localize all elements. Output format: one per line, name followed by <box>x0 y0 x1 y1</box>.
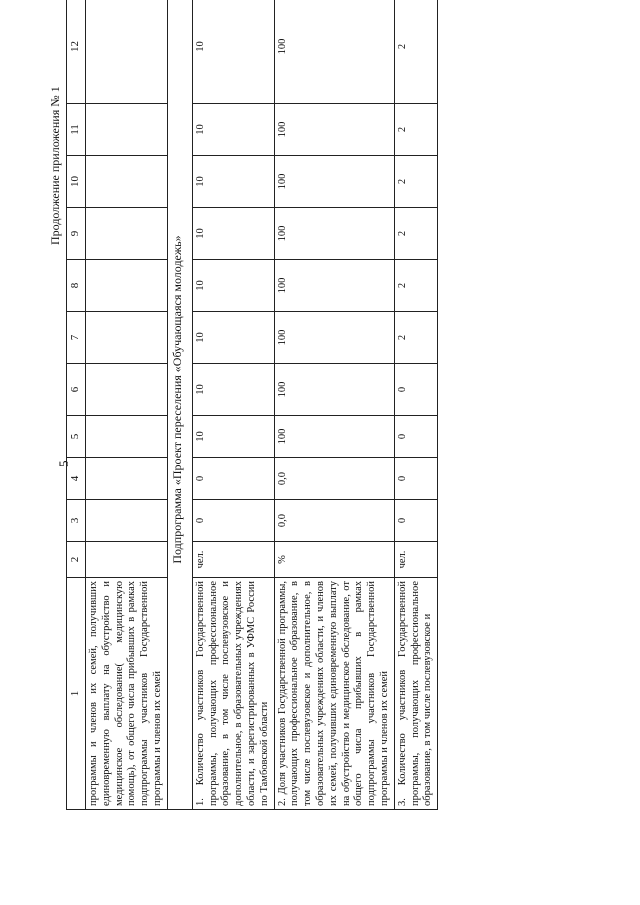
header-cell: 12 <box>67 0 86 104</box>
header-cell: 1 <box>67 578 86 810</box>
value-cell: 2 <box>394 156 437 208</box>
header-cell: 5 <box>67 416 86 458</box>
subprogram-title: Подпрограмма «Проект переселения «Обучающаяся молодежь» <box>167 0 192 810</box>
header-cell: 10 <box>67 156 86 208</box>
value-cell: 10 <box>192 312 274 364</box>
value-cell: 10 <box>192 364 274 416</box>
value-cell: 100 <box>274 364 394 416</box>
value-cell: 100 <box>274 0 394 104</box>
value-cell <box>86 156 168 208</box>
value-cell: 2 <box>394 0 437 104</box>
value-cell <box>86 500 168 542</box>
indicators-table <box>66 0 438 810</box>
value-cell: 0 <box>192 458 274 500</box>
value-cell: 10 <box>192 416 274 458</box>
indicator-description: 1. Количество участников Государственной программы, получающих профессиональное образование, в том числе послевузовское и дополнительное, в образовательных учреждениях области, и зарегистрированных в УФМС России по Тамбовской области <box>192 578 274 810</box>
value-cell: 2 <box>394 260 437 312</box>
header-cell: 8 <box>67 260 86 312</box>
value-cell: 0 <box>394 500 437 542</box>
value-cell <box>86 104 168 156</box>
value-cell: 2 <box>394 104 437 156</box>
value-cell: 100 <box>274 260 394 312</box>
value-cell: 100 <box>274 156 394 208</box>
value-cell <box>86 260 168 312</box>
value-cell: 0 <box>192 500 274 542</box>
subprogram-row <box>167 0 192 810</box>
indicator-description: 3. Количество участников Государственной программы, получающих профессиональное образование, в том числе послевузовское и <box>394 578 437 810</box>
indicator-description: 2. Доля участников Государственной программы, получающих профессиональное образование, в том числе послевузовское и дополнительное, в образовательных учреждениях области, и членов их семей, получивших единовременную выплату на обустройство и медицинское обследование, от общего числа прибывших в рамках подпрограммы участников Государственной программы и членов их семей <box>274 578 394 810</box>
value-cell: 10 <box>192 208 274 260</box>
value-cell: 100 <box>274 416 394 458</box>
header-cell: 11 <box>67 104 86 156</box>
table-row <box>394 0 437 810</box>
unit-cell <box>86 542 168 578</box>
header-cell: 2 <box>67 542 86 578</box>
appendix-continuation-note: Продолжение приложения № 1 <box>48 86 62 245</box>
table-row <box>86 0 168 810</box>
header-cell: 3 <box>67 500 86 542</box>
indicator-description: программы и членов их семей, получивших единовременную выплату на обустройство и медицинское обследование( медицинскую помощь), от общего числа прибывших в рамках подпрограммы участников Государственной программы и членов их семей <box>86 578 168 810</box>
value-cell: 2 <box>394 312 437 364</box>
value-cell: 0 <box>394 416 437 458</box>
value-cell: 0,0 <box>274 500 394 542</box>
header-cell: 6 <box>67 364 86 416</box>
value-cell: 0,0 <box>274 458 394 500</box>
value-cell <box>86 312 168 364</box>
value-cell: 10 <box>192 0 274 104</box>
value-cell: 100 <box>274 312 394 364</box>
value-cell: 10 <box>192 156 274 208</box>
value-cell: 100 <box>274 104 394 156</box>
unit-cell: % <box>274 542 394 578</box>
page-number: 5 <box>56 460 71 467</box>
value-cell: 0 <box>394 458 437 500</box>
value-cell: 100 <box>274 208 394 260</box>
value-cell <box>86 0 168 104</box>
value-cell: 2 <box>394 208 437 260</box>
value-cell <box>86 208 168 260</box>
table-row <box>274 0 394 810</box>
unit-cell: чел. <box>394 542 437 578</box>
value-cell <box>86 364 168 416</box>
value-cell <box>86 416 168 458</box>
header-cell: 9 <box>67 208 86 260</box>
table-row <box>192 0 274 810</box>
header-row <box>67 0 86 810</box>
value-cell: 0 <box>394 364 437 416</box>
unit-cell: чел. <box>192 542 274 578</box>
header-cell: 7 <box>67 312 86 364</box>
value-cell: 10 <box>192 260 274 312</box>
value-cell <box>86 458 168 500</box>
header-cell: 4 <box>67 458 86 500</box>
value-cell: 10 <box>192 104 274 156</box>
